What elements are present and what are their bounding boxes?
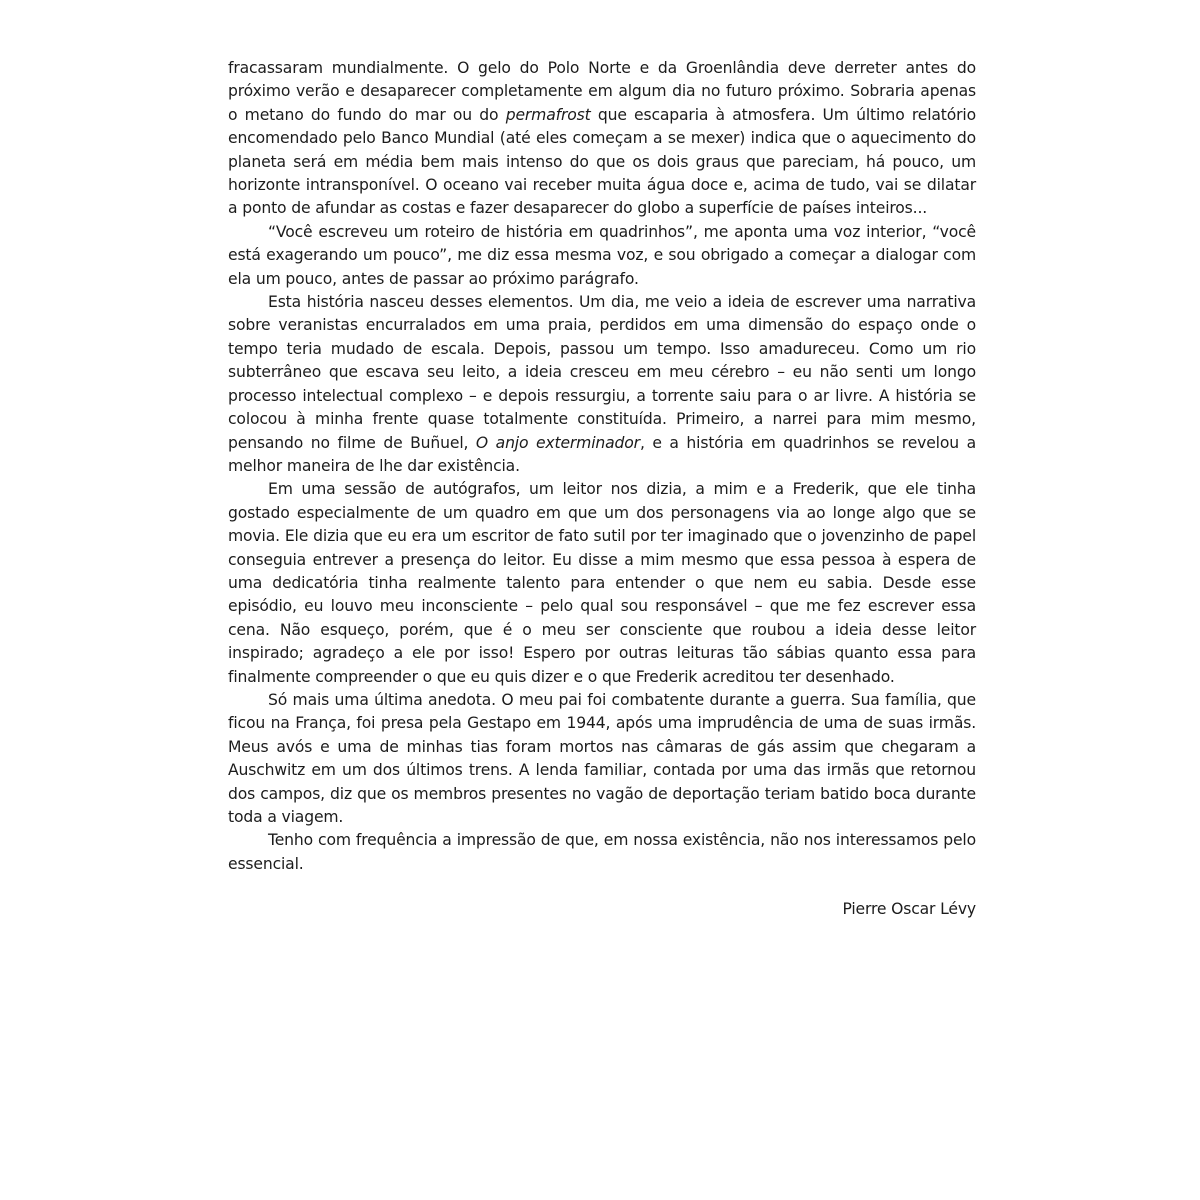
italic-text: permafrost <box>505 105 591 124</box>
text-segment: , e a história em quadrinhos se revelou a melhor maneira de lhe dar existência. <box>228 433 976 475</box>
paragraph <box>228 291 976 478</box>
text-segment: fracassaram mundialmente. O gelo do Polo Norte e da Groenlândia deve derreter antes do próximo verão e desaparecer completamente em algum dia no futuro próximo. Sobraria apenas o metano do fundo do mar ou do <box>228 59 976 124</box>
paragraph <box>228 689 976 829</box>
paragraph <box>228 221 976 291</box>
text-segment: que escaparia à atmosfera. Um último relatório encomendado pelo Banco Mundial (até eles começam a se mexer) indica que o aquecimento do planeta será em média bem mais intenso do que os dois graus que pareciam, há pouco, um horizonte intransponível. O oceano vai receber muita água doce e, acima de tudo, vai se dilatar a ponto de afundar as costas e fazer desaparecer do globo a superfície de países inteiros... <box>228 105 976 218</box>
paragraph <box>228 829 976 876</box>
text-segment: “Você escreveu um roteiro de história em quadrinhos”, me aponta uma voz interior, “você está exagerando um pouco”, me diz essa mesma voz, e sou obrigado a começar a dialogar com ela um pouco, antes de passar ao próximo parágrafo. <box>228 222 976 288</box>
body-text <box>228 57 976 876</box>
text-segment: Em uma sessão de autógrafos, um leitor nos dizia, a mim e a Frederik, que ele tinha gostado especialmente de um quadro em que um dos personagens via ao longe algo que se movia. Ele dizia que eu era um escritor de fato sutil por ter imaginado que o jovenzinho de papel conseguia entrever a presença do leitor. Eu disse a mim mesmo que essa pessoa à espera de uma dedicatória tinha realmente talento para entender o que nem eu sabia. Desde esse episódio, eu louvo meu inconsciente – pelo qual sou responsável – que me fez escrever essa cena. Não esqueço, porém, que é o meu ser consciente que roubou a ideia desse leitor inspirado; agradeço a ele por isso! Espero por outras leituras tão sábias quanto essa para finalmente compreender o que eu quis dizer e o que Frederik acreditou ter desenhado. <box>228 480 976 686</box>
document-page <box>228 57 976 922</box>
italic-text: O anjo exterminador <box>475 433 640 452</box>
paragraph <box>228 478 976 689</box>
text-segment: Esta história nasceu desses elementos. Um dia, me veio a ideia de escrever uma narrativa sobre veranistas encurralados em uma praia, perdidos em uma dimensão do espaço onde o tempo teria mudado de escala. Depois, passou um tempo. Isso amadureceu. Como um rio subterrâneo que escava seu leito, a ideia cresceu em meu cérebro – eu não senti um longo processo intelectual complexo – e depois ressurgiu, a torrente saiu para o ar livre. A história se colocou à minha frente quase totalmente constituída. Primeiro, a narrei para mim mesmo, pensando no filme de Buñuel, <box>228 293 976 452</box>
author-signature: Pierre Oscar Lévy <box>842 900 976 919</box>
text-segment: Só mais uma última anedota. O meu pai foi combatente durante a guerra. Sua família, que ficou na França, foi presa pela Gestapo em 1944, após uma imprudência de uma de suas irmãs. Meus avós e uma de minhas tias foram mortos nas câmaras de gás assim que chegaram a Auschwitz em um dos últimos trens. A lenda familiar, contada por uma das irmãs que retornou dos campos, diz que os membros presentes no vagão de deportação teriam batido boca durante toda a viagem. <box>228 690 976 826</box>
text-segment: Tenho com frequência a impressão de que, em nossa existência, não nos interessamos pelo essencial. <box>228 831 976 873</box>
paragraph <box>228 57 976 221</box>
